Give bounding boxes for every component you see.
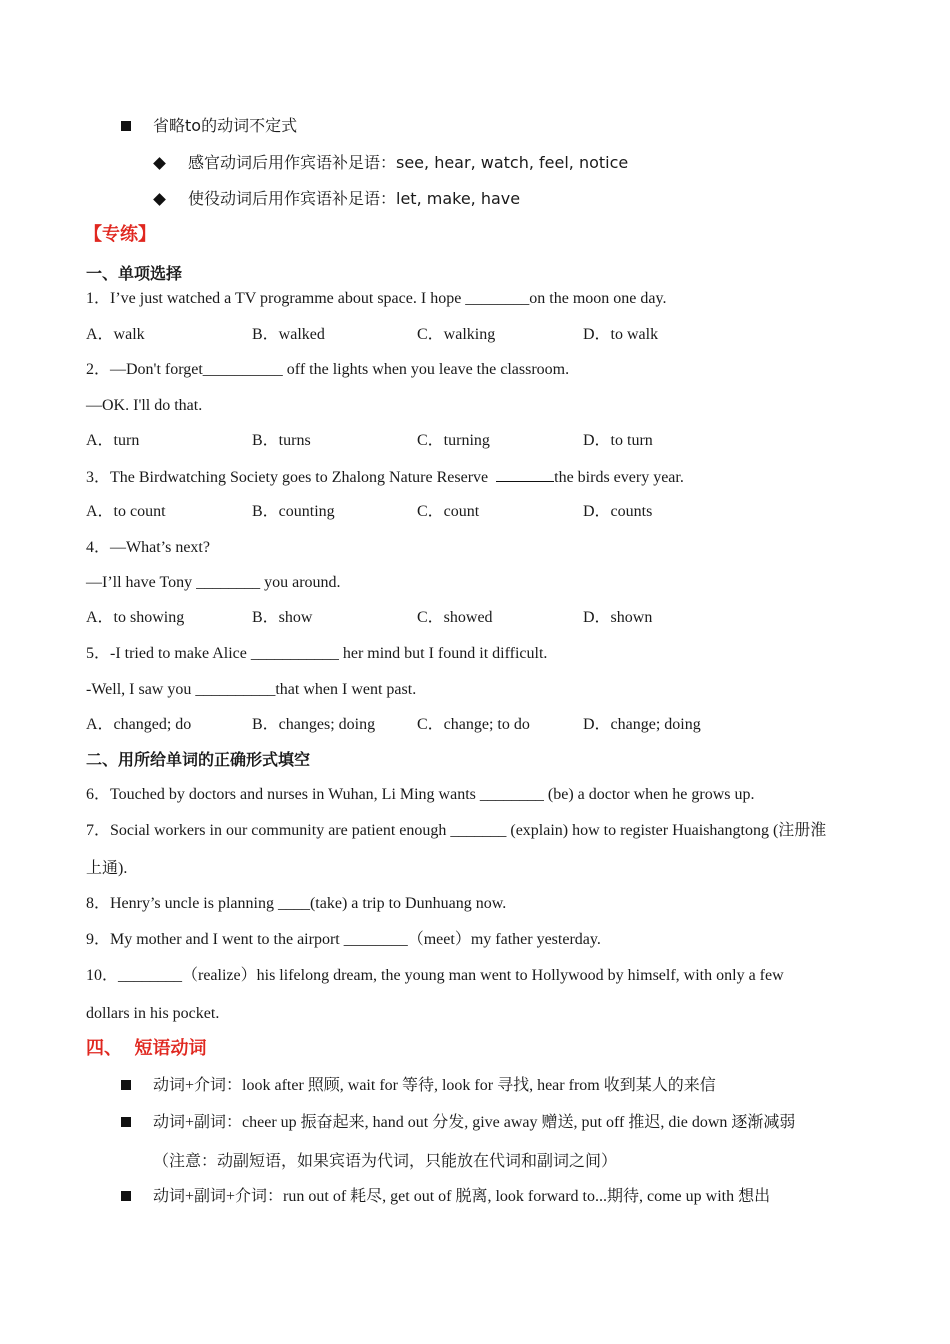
q3-option-d: D．counts xyxy=(583,503,653,520)
q3-option-c: C．count xyxy=(417,503,480,520)
phrasal-bullet-verb-prep: 动词+介词：look after 照顾, wait for 等待, look for 寻找, hear from 收到某人的来信 xyxy=(121,1076,716,1096)
section4-title: 四、 短语动词 xyxy=(86,1038,207,1059)
q1-option-a: A．walk xyxy=(86,326,145,343)
square-bullet-icon xyxy=(121,1191,131,1201)
part1-title: 一、单项选择 xyxy=(86,264,183,283)
q6-stem: 6．Touched by doctors and nurses in Wuhan, Li Ming wants ________ (be) a doctor when he grows up. xyxy=(86,786,755,803)
diamond-bullet-icon xyxy=(153,193,166,206)
q1-option-c: C．walking xyxy=(417,326,496,343)
q5-reply: -Well, I saw you __________that when I went past. xyxy=(86,681,417,698)
q2-option-d: D．to turn xyxy=(583,432,653,449)
q3-stem: 3．The Birdwatching Society goes to Zhalong Nature Reserve the birds every year. xyxy=(86,469,684,486)
phrasal-bullet-verb-adv: 动词+副词：cheer up 振奋起来, hand out 分发, give away 赠送, put off 推迟, die down 逐渐减弱 xyxy=(121,1113,795,1133)
q3-option-a: A．to count xyxy=(86,503,166,520)
q5-option-a: A．changed; do xyxy=(86,716,192,733)
q2-option-a: A．turn xyxy=(86,432,140,449)
bullet-omit-to: 省略to的动词不定式 xyxy=(121,116,297,137)
q4-option-a: A．to showing xyxy=(86,609,185,626)
q2-reply: —OK. I'll do that. xyxy=(86,397,203,414)
square-bullet-icon xyxy=(121,1117,131,1127)
phrasal-note: （注意：动副短语，如果宾语为代词，只能放在代词和副词之间） xyxy=(153,1151,618,1170)
q8-stem: 8．Henry’s uncle is planning ____(take) a trip to Dunhuang now. xyxy=(86,895,507,912)
q4-stem: 4．—What’s next? xyxy=(86,539,210,556)
q7-stem-line2: 上通). xyxy=(86,860,128,877)
sub-bullet-causative: 使役动词后用作宾语补足语：let, make, have xyxy=(155,189,520,210)
q4-reply: —I’ll have Tony ________ you around. xyxy=(86,574,341,591)
q9-stem: 9．My mother and I went to the airport ________（meet）my father yesterday. xyxy=(86,931,601,948)
q5-option-d: D．change; doing xyxy=(583,716,701,733)
square-bullet-icon xyxy=(121,1080,131,1090)
square-bullet-icon xyxy=(121,121,131,131)
q4-option-b: B．show xyxy=(252,609,313,626)
q10-stem-line1: 10．________（realize）his lifelong dream, the young man went to Hollywood by himself, with only a few xyxy=(86,967,784,984)
q4-option-c: C．showed xyxy=(417,609,493,626)
q3-option-b: B．counting xyxy=(252,503,335,520)
q2-option-b: B．turns xyxy=(252,432,311,449)
q3-blank xyxy=(496,467,554,482)
practice-title: 【专练】 xyxy=(84,224,156,245)
part2-title: 二、用所给单词的正确形式填空 xyxy=(86,750,311,769)
q5-option-c: C．change; to do xyxy=(417,716,530,733)
q2-stem: 2．—Don't forget__________ off the lights when you leave the classroom. xyxy=(86,361,570,378)
q1-option-d: D．to walk xyxy=(583,326,659,343)
q10-stem-line2: dollars in his pocket. xyxy=(86,1005,220,1022)
q1-stem: 1．I’ve just watched a TV programme about space. I hope ________on the moon one day. xyxy=(86,290,667,307)
diamond-bullet-icon xyxy=(153,157,166,170)
q5-option-b: B．changes; doing xyxy=(252,716,376,733)
phrasal-bullet-verb-adv-prep: 动词+副词+介词：run out of 耗尽, get out of 脱离, look forward to...期待, come up with 想出 xyxy=(121,1187,770,1207)
q5-stem: 5．-I tried to make Alice ___________ her mind but I found it difficult. xyxy=(86,645,548,662)
q1-option-b: B．walked xyxy=(252,326,325,343)
q2-option-c: C．turning xyxy=(417,432,490,449)
q7-stem-line1: 7．Social workers in our community are patient enough _______ (explain) how to register Huaishangtong (注册淮 xyxy=(86,822,827,839)
sub-bullet-perception: 感官动词后用作宾语补足语：see, hear, watch, feel, notice xyxy=(155,153,628,174)
q4-option-d: D．shown xyxy=(583,609,653,626)
